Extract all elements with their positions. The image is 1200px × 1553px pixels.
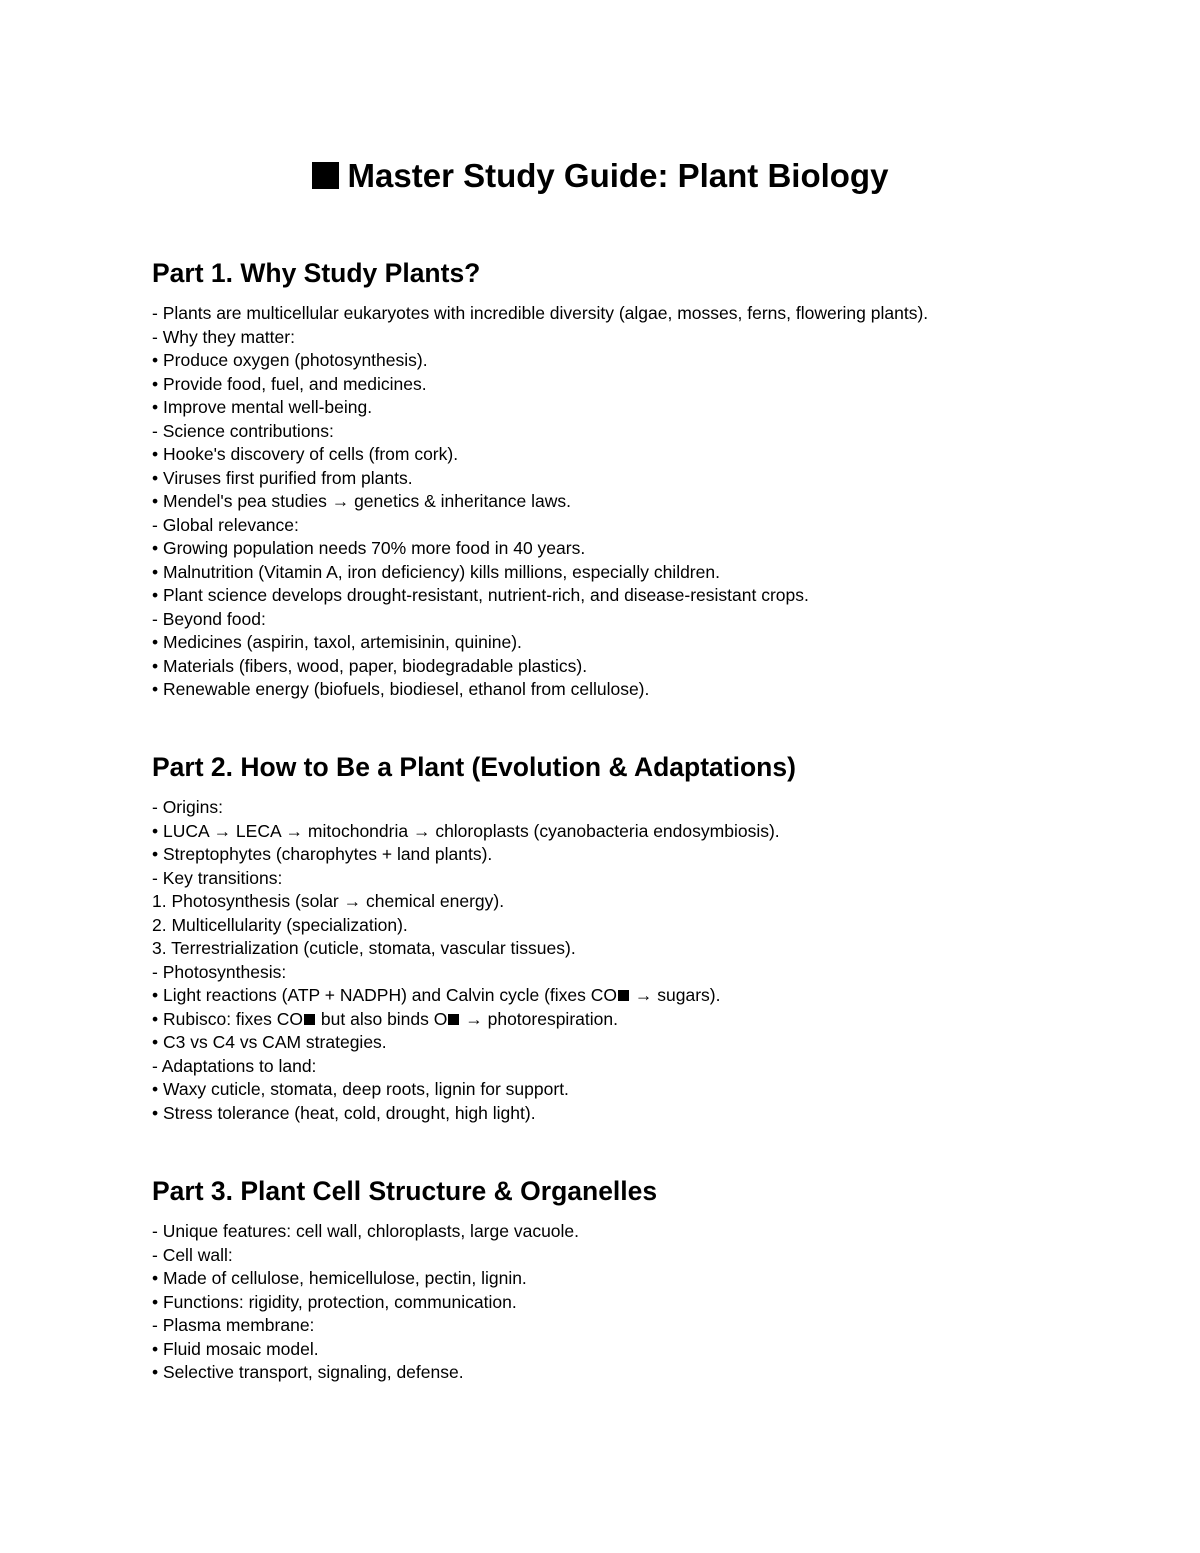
section-heading: Part 3. Plant Cell Structure & Organelles <box>152 1176 658 1206</box>
list-item: - Why they matter: <box>152 326 295 347</box>
list-item: • LUCA → LECA → mitochondria → chloroplasts (cyanobacteria endosymbiosis). <box>152 820 780 841</box>
list-item: - Photosynthesis: <box>152 961 287 982</box>
list-item: • Stress tolerance (heat, cold, drought, high light). <box>152 1102 536 1123</box>
missing-glyph-square-icon <box>448 1014 459 1025</box>
list-item: 1. Photosynthesis (solar → chemical energy). <box>152 891 505 911</box>
list-item: - Adaptations to land: <box>152 1055 317 1076</box>
list-item: • Hooke's discovery of cells (from cork). <box>152 444 459 464</box>
section-part-1 <box>152 256 1152 702</box>
list-item: - Global relevance: <box>152 514 299 535</box>
list-item: • Made of cellulose, hemicellulose, pectin, lignin. <box>152 1268 527 1288</box>
missing-glyph-square-icon <box>304 1014 315 1025</box>
list-item: - Science contributions: <box>152 420 334 441</box>
list-item: • Streptophytes (charophytes + land plants). <box>152 844 493 864</box>
list-item: • Malnutrition (Vitamin A, iron deficiency) kills millions, especially children. <box>152 561 720 582</box>
list-item: - Unique features: cell wall, chloroplasts, large vacuole. <box>152 1221 580 1241</box>
list-item: • Mendel's pea studies → genetics & inheritance laws. <box>152 491 571 511</box>
section-list <box>152 796 1152 1125</box>
list-item: - Beyond food: <box>152 608 266 629</box>
title-text: Master Study Guide: Plant Biology <box>347 157 889 194</box>
list-item: - Plants are multicellular eukaryotes with incredible diversity (algae, mosses, ferns, flowering plants). <box>152 303 929 323</box>
list-item: 3. Terrestrialization (cuticle, stomata, vascular tissues). <box>152 938 576 958</box>
black-square-icon <box>312 162 339 189</box>
section-heading: Part 2. How to Be a Plant (Evolution & Adaptations) <box>152 752 796 782</box>
list-item: • Waxy cuticle, stomata, deep roots, lignin for support. <box>152 1079 569 1099</box>
list-item: • Produce oxygen (photosynthesis). <box>152 350 428 370</box>
list-item: • C3 vs C4 vs CAM strategies. <box>152 1032 387 1052</box>
list-item: • Selective transport, signaling, defense. <box>152 1362 464 1382</box>
section-list <box>152 1220 1152 1385</box>
section-list <box>152 302 1152 702</box>
list-item: • Functions: rigidity, protection, communication. <box>152 1291 517 1312</box>
list-item: - Key transitions: <box>152 867 283 888</box>
section-part-2 <box>152 750 1152 1125</box>
list-item: • Materials (fibers, wood, paper, biodegradable plastics). <box>152 655 588 676</box>
list-item: - Origins: <box>152 797 223 817</box>
list-item: • Light reactions (ATP + NADPH) and Calvin cycle (fixes CO → sugars). <box>152 985 721 1005</box>
list-item: • Plant science develops drought-resistant, nutrient-rich, and disease-resistant crops. <box>152 585 809 605</box>
missing-glyph-square-icon <box>618 990 629 1001</box>
section-heading: Part 1. Why Study Plants? <box>152 258 481 288</box>
list-item: - Plasma membrane: <box>152 1315 315 1335</box>
list-item: • Rubisco: fixes CO but also binds O → photorespiration. <box>152 1008 618 1029</box>
section-part-3 <box>152 1174 1152 1385</box>
list-item: • Provide food, fuel, and medicines. <box>152 373 427 394</box>
list-item: • Improve mental well-being. <box>152 397 373 417</box>
list-item: • Medicines (aspirin, taxol, artemisinin, quinine). <box>152 632 522 652</box>
list-item: • Growing population needs 70% more food in 40 years. <box>152 538 586 558</box>
list-item: • Renewable energy (biofuels, biodiesel, ethanol from cellulose). <box>152 679 650 699</box>
list-item: - Cell wall: <box>152 1244 233 1265</box>
list-item: • Viruses first purified from plants. <box>152 467 413 488</box>
list-item: • Fluid mosaic model. <box>152 1338 319 1359</box>
list-item: 2. Multicellularity (specialization). <box>152 914 408 935</box>
page-title <box>0 154 1200 198</box>
